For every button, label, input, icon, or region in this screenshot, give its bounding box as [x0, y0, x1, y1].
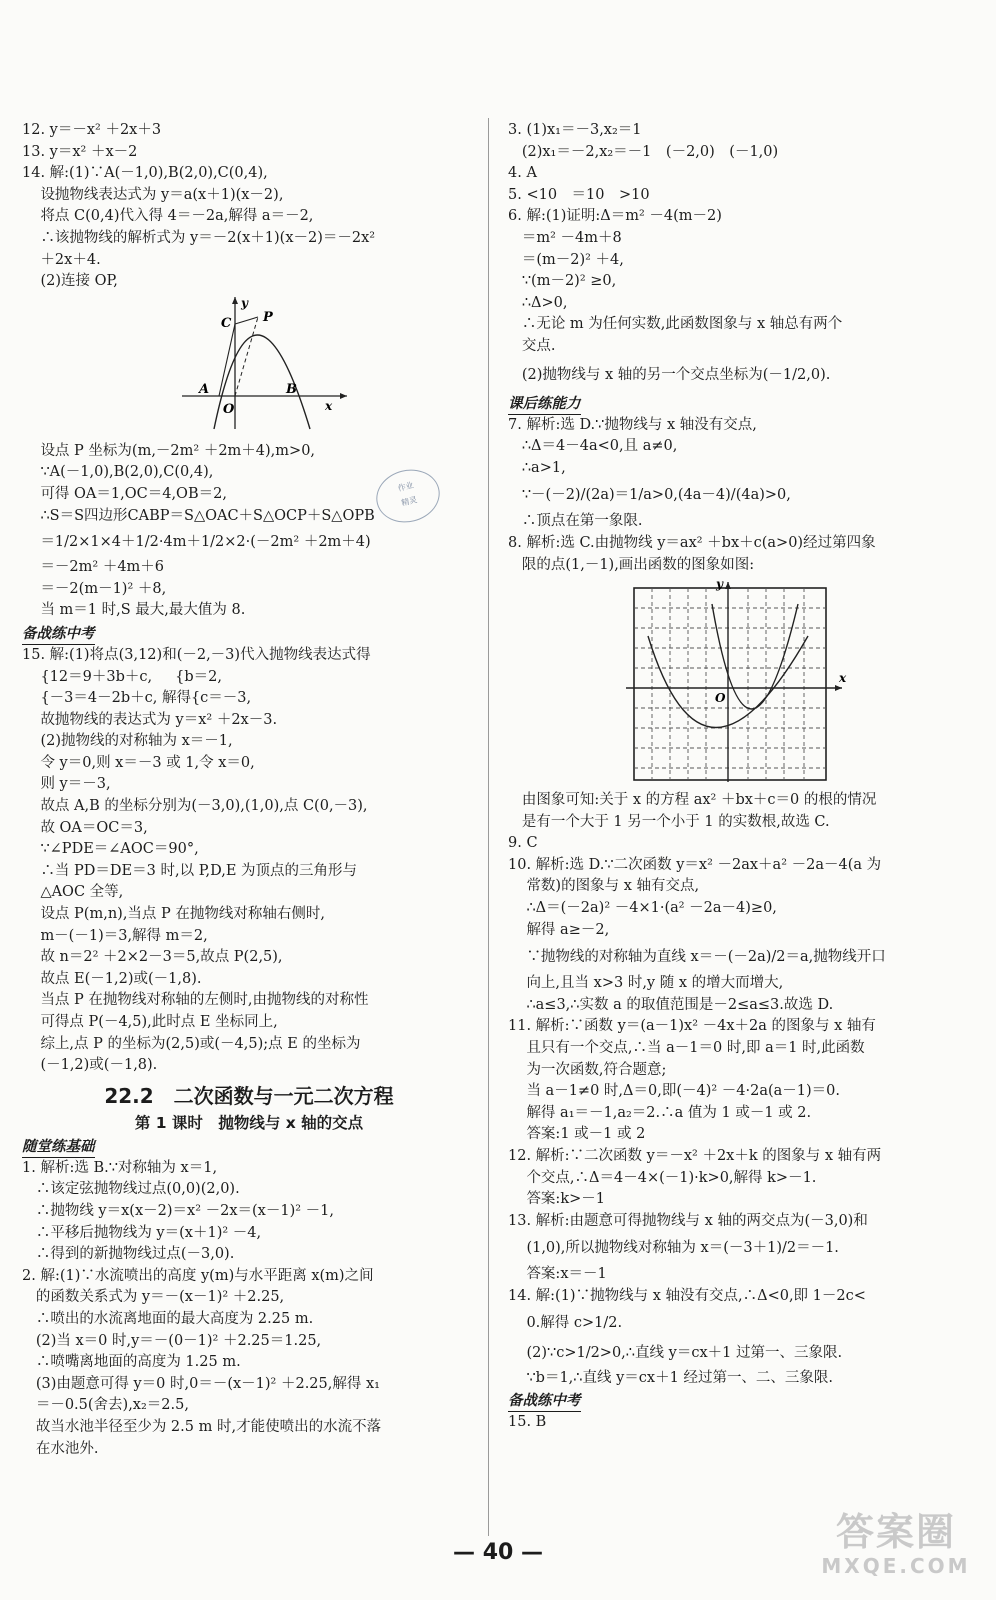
text-line: 4. A [508, 165, 537, 182]
text-line: ∴S＝S四边形CABP＝S△OAC＋S△OCP＋S△OPB [22, 507, 375, 524]
figure-label: O [715, 691, 726, 706]
text-line: (2)x₁＝－2,x₂＝－1 (－2,0) (－1,0) [508, 143, 779, 160]
text-line: 当 m＝1 时,S 最大,最大值为 8. [22, 602, 246, 619]
text-line: ＝－2m² ＋4m＋6 [22, 559, 165, 576]
column-divider [488, 118, 489, 1536]
text-line: 答案:1 或－1 或 2 [508, 1126, 646, 1143]
text-line: 13. y＝x² ＋x－2 [22, 143, 138, 160]
text-line: ∴Δ＝(－2a)² －4×1·(a² －2a－4)≥0, [508, 900, 777, 917]
text-line: 可得点 P(－4,5),此时点 E 坐标同上, [22, 1014, 278, 1030]
text-line: 故点 E(－1,2)或(－1,8). [22, 970, 202, 987]
text-line: 14. 解:(1)∵A(－1,0),B(2,0),C(0,4), [22, 165, 268, 182]
text-line: 设点 P 坐标为(m,－2m² ＋2m＋4),m>0, [22, 442, 316, 459]
text-line: 向上,且当 x>3 时,y 随 x 的增大而增大, [508, 975, 784, 992]
text-line: 10. 解析:选 D.∵二次函数 y＝x² －2ax＋a² －2a－4(a 为 [508, 856, 882, 873]
watermark-text: 答案圈 [835, 1510, 956, 1554]
text-line: 在水池外. [22, 1440, 99, 1457]
text-line: 当 a－1≠0 时,Δ＝0,即(－4)² －4·2a(a－1)＝0. [508, 1083, 840, 1100]
text-line: ∴该抛物线的解析式为 y＝－2(x＋1)(x－2)＝－2x² [22, 229, 376, 246]
text-line: 的函数关系式为 y＝－(x－1)² ＋2.25, [22, 1289, 285, 1306]
text-line: 为一次函数,符合题意; [508, 1061, 667, 1078]
text-line: ∴抛物线 y＝x(x－2)＝x² －2x＝(x－1)² －1, [22, 1202, 334, 1219]
text-line: 故 OA＝OC＝3, [22, 819, 148, 836]
text-line: 答案:x＝－1 [508, 1266, 607, 1283]
text-line: 8. 解析:选 C.由抛物线 y＝ax² ＋bx＋c(a>0)经过第四象 [508, 534, 876, 551]
text-line: 15. 解:(1)将点(3,12)和(－2,－3)代入抛物线表达式得 [22, 646, 371, 663]
text-line: (－1,2)或(－1,8). [22, 1057, 158, 1074]
left-block-2 [22, 441, 476, 622]
text-line: 当点 P 在抛物线对称轴的左侧时,由抛物线的对称性 [22, 992, 369, 1009]
text-line: 答案:k>－1 [508, 1191, 605, 1208]
grid-parabola-figure [508, 576, 978, 786]
grid-parabola-figure-svg [508, 576, 978, 786]
text-line: 9. C [508, 835, 538, 852]
figure-label: C [221, 315, 232, 331]
text-line: ＝－2(m－1)² ＋8, [22, 580, 167, 597]
text-line: ∵b＝1,∴直线 y＝cx＋1 经过第一、二、三象限. [508, 1369, 834, 1386]
text-line: 个交点,∴Δ＝4－4×(－1)·k>0,解得 k>－1. [508, 1169, 817, 1186]
right-block-2 [508, 415, 978, 577]
text-line: 设点 P(m,n),当点 P 在抛物线对称轴右侧时, [22, 906, 326, 923]
text-line: 3. (1)x₁＝－3,x₂＝1 [508, 122, 642, 138]
text-line: ∵抛物线的对称轴为直线 x＝－(－2a)/2＝a,抛物线开口 [508, 949, 886, 966]
parabola-figure-1-svg [22, 293, 476, 431]
text-line: 是有一个大于 1 另一个小于 1 的实数根,故选 C. [508, 813, 830, 830]
text-line: ∴无论 m 为任何实数,此函数图象与 x 轴总有两个 [508, 316, 843, 333]
text-line: ∴Δ＝4－4a<0,且 a≠0, [508, 438, 678, 455]
text-line: 14. 解:(1)∵抛物线与 x 轴没有交点,∴Δ<0,即 1－2c< [508, 1287, 866, 1304]
text-line: ＝－0.5(舍去),x₂＝2.5, [22, 1397, 189, 1414]
text-line: ∴当 PD＝DE＝3 时,以 P,D,E 为顶点的三角形与 [22, 862, 358, 879]
grid-frame [634, 588, 826, 780]
text-line: ∴a≤3,∴实数 a 的取值范围是－2≤a≤3.故选 D. [508, 996, 834, 1013]
text-line: 2. 解:(1)∵水流喷出的高度 y(m)与水平距离 x(m)之间 [22, 1267, 374, 1284]
left-block-4 [22, 1158, 476, 1460]
text-line: 故当水池半径至少为 2.5 m 时,才能使喷出的水流不落 [22, 1418, 382, 1435]
text-line: ∴该定弦抛物线过点(0,0)(2,0). [22, 1181, 240, 1198]
text-line: 由图象可知:关于 x 的方程 ax² ＋bx＋c＝0 的根的情况 [508, 792, 877, 809]
text-line: ＝m² －4m＋8 [508, 229, 622, 246]
text-line: 令 y＝0,则 x＝－3 或 1,令 x＝0, [22, 754, 255, 771]
text-line: 5. <10 ＝10 >10 [508, 186, 650, 203]
text-line: 12. 解析:∵二次函数 y＝－x² ＋2x＋k 的图象与 x 轴有两 [508, 1148, 882, 1164]
text-line: {－3＝4－2b＋c, 解得{c＝－3, [22, 690, 252, 707]
text-line: ＋2x＋4. [22, 251, 101, 268]
text-line: 6. 解:(1)证明:Δ＝m² －4(m－2) [508, 208, 722, 225]
segment-op-dashed [235, 317, 258, 396]
text-line: (1,0),所以抛物线对称轴为 x＝(－3＋1)/2＝－1. [508, 1240, 839, 1257]
chapter-title: 22.2 二次函数与一元二次方程 [104, 1083, 394, 1108]
right-block-1 [508, 120, 978, 392]
text-line: (2)抛物线与 x 轴的另一个交点坐标为(－1/2,0). [508, 366, 831, 383]
text-line: 可得 OA＝1,OC＝4,OB＝2, [22, 485, 227, 502]
right-block-3 [508, 790, 978, 1389]
y-axis-arrow [725, 582, 731, 589]
text-line: 15. B [508, 1414, 547, 1431]
text-line: ∵(m－2)² ≥0, [508, 273, 617, 290]
text-line: ＝(m－2)² ＋4, [508, 251, 624, 268]
text-line: ∵∠PDE＝∠AOC＝90°, [22, 841, 199, 858]
text-line: ∵－(－2)/(2a)＝1/a>0,(4a－4)/(4a)>0, [508, 487, 791, 504]
segment-ac [219, 324, 235, 396]
text-line: 1. 解析:选 B.∵对称轴为 x＝1, [22, 1159, 218, 1176]
text-line: 11. 解析:∵函数 y＝(a－1)x² －4x＋2a 的图象与 x 轴有 [508, 1018, 876, 1035]
text-line: 0.解得 c>1/2. [508, 1314, 623, 1331]
x-axis-arrow [835, 685, 842, 691]
figure-label: O [223, 401, 235, 417]
text-line: 限的点(1,－1),画出函数的图象如图: [508, 556, 755, 573]
figure-label: A [199, 381, 210, 397]
figure-label: y [716, 577, 723, 592]
left-column [22, 120, 476, 1460]
text-line: 故点 A,B 的坐标分别为(－3,0),(1,0),点 C(0,－3), [22, 798, 368, 815]
text-line: 且只有一个交点,∴当 a－1＝0 时,即 a＝1 时,此函数 [508, 1040, 865, 1057]
section-header-after-class: 课后练能力 [508, 394, 581, 415]
section-header-exam-prep: 备战练中考 [22, 624, 95, 645]
watermark-url: MXQE.COM [821, 1554, 971, 1578]
left-block-1 [22, 120, 476, 293]
text-line: (2)抛物线的对称轴为 x＝－1, [22, 733, 233, 750]
grid-lines [634, 588, 826, 780]
text-line: 设抛物线表达式为 y＝a(x＋1)(x－2), [22, 186, 284, 203]
text-line: {12＝9＋3b＋c, {b＝2, [22, 668, 222, 685]
text-line: m－(－1)＝3,解得 m＝2, [22, 927, 208, 944]
figure-label: x [325, 398, 333, 413]
section-header-exam-prep-right: 备战练中考 [508, 1391, 581, 1412]
text-line: 解得 a₁＝－1,a₂＝2.∴a 值为 1 或－1 或 2. [508, 1104, 812, 1121]
segment-cp [235, 317, 258, 324]
text-line: △AOC 全等, [22, 884, 124, 901]
right-column [508, 120, 978, 1434]
text-line: ∴平移后抛物线为 y＝(x＋1)² －4, [22, 1224, 262, 1241]
figure-label: P [263, 309, 273, 325]
text-line: ∵A(－1,0),B(2,0),C(0,4), [22, 464, 214, 481]
figure-label: x [839, 671, 847, 686]
text-line: 故抛物线的表达式为 y＝x² ＋2x－3. [22, 711, 278, 728]
text-line: 12. y＝－x² ＋2x＋3 [22, 122, 162, 138]
text-line: ∴喷嘴离地面的高度为 1.25 m. [22, 1354, 241, 1371]
text-line: 则 y＝－3, [22, 776, 111, 793]
text-line: ∴顶点在第一象限. [508, 513, 643, 530]
text-line: ∴Δ>0, [508, 294, 568, 311]
text-line: ∴喷出的水流离地面的最大高度为 2.25 m. [22, 1310, 314, 1327]
text-line: 故 n＝2² ＋2×2－3＝5,故点 P(2,5), [22, 949, 283, 966]
parabola-figure-1 [22, 293, 476, 431]
text-line: 将点 C(0,4)代入得 4＝－2a,解得 a＝－2, [22, 208, 314, 225]
left-block-3 [22, 645, 476, 1077]
stamp-text: 作业 [396, 480, 415, 494]
text-line: 常数)的图象与 x 轴有交点, [508, 878, 700, 895]
lesson-title: 第 1 课时 抛物线与 x 轴的交点 [134, 1113, 364, 1132]
figure-label: y [241, 295, 248, 310]
text-line: 13. 解析:由题意可得抛物线与 x 轴的两交点为(－3,0)和 [508, 1212, 868, 1229]
text-line: (2)连接 OP, [22, 273, 118, 290]
stamp-text: 精灵 [400, 495, 419, 508]
text-line: (2)∵c>1/2>0,∴直线 y＝cx＋1 过第一、三象限. [508, 1344, 843, 1361]
y-axis-arrow [232, 297, 238, 304]
text-line: ∴得到的新抛物线过点(－3,0). [22, 1246, 235, 1263]
page-number: — 40 — [453, 1540, 543, 1565]
text-line: ＝1/2×1×4＋1/2·4m＋1/2×2·(－2m² ＋2m＋4) [22, 534, 371, 551]
figure-label: B [286, 381, 297, 397]
text-line: 交点. [508, 337, 556, 354]
text-line: (3)由题意可得 y＝0 时,0＝－(x－1)² ＋2.25,解得 x₁ [22, 1375, 380, 1392]
right-block-4 [508, 1412, 978, 1434]
text-line: 综上,点 P 的坐标为(2,5)或(－4,5);点 E 的坐标为 [22, 1035, 361, 1052]
text-line: 解得 a≥－2, [508, 921, 610, 938]
site-watermark [810, 1510, 982, 1590]
x-axis-arrow [340, 393, 347, 399]
text-line: (2)当 x＝0 时,y＝－(0－1)² ＋2.25＝1.25, [22, 1332, 322, 1349]
text-line: 7. 解析:选 D.∵抛物线与 x 轴没有交点, [508, 416, 757, 433]
section-header-basic-practice: 随堂练基础 [22, 1137, 95, 1158]
text-line: ∴a>1, [508, 459, 566, 476]
